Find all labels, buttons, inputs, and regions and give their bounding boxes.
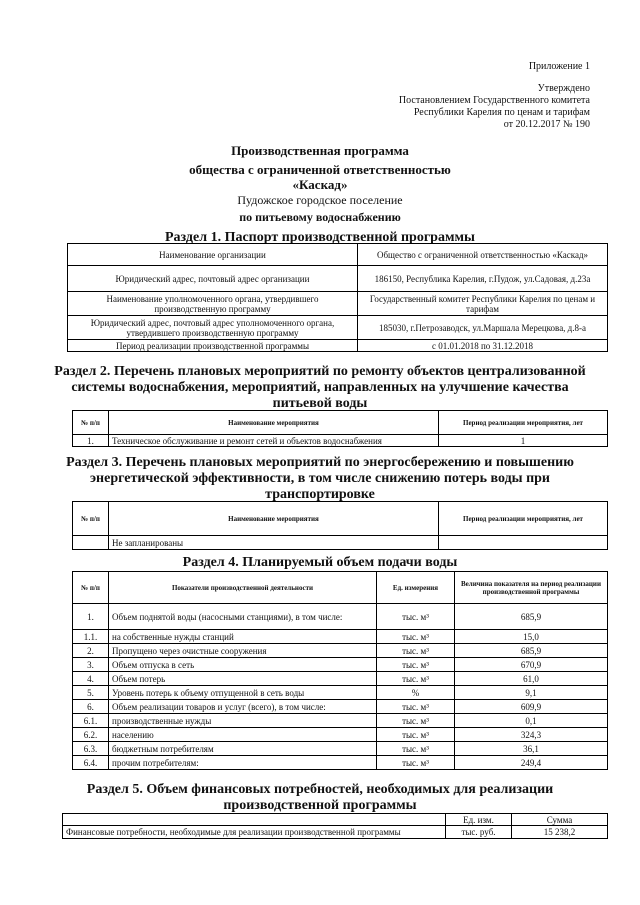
s4-value: 0,1 xyxy=(455,714,608,728)
s4-value: 670,9 xyxy=(455,658,608,672)
approved-label: Утверждено xyxy=(537,83,590,94)
s4-value: 324,3 xyxy=(455,728,608,742)
section5-heading-1: Раздел 5. Объем финансовых потребностей, необходимых для реализации xyxy=(86,782,554,797)
table-row xyxy=(68,292,608,316)
table-row xyxy=(73,411,608,435)
s4-name: на собственные нужды станций xyxy=(109,630,377,644)
s4-name: Объем поднятой воды (насосными станциями), в том числе: xyxy=(109,604,377,630)
section3-heading-3: транспортировке xyxy=(265,487,375,502)
section3-table xyxy=(72,501,608,550)
section4-heading: Раздел 4. Планируемый объем подачи воды xyxy=(182,555,458,570)
decree-line-3: от 20.12.2017 № 190 xyxy=(503,119,590,130)
s1-value: 186150, Республика Карелия, г.Пудож, ул.Садовая, д.23а xyxy=(358,266,608,292)
s4-unit: тыс. м³ xyxy=(377,630,455,644)
s4-num: 6. xyxy=(73,700,109,714)
table-row xyxy=(73,630,608,644)
s4-num: 2. xyxy=(73,644,109,658)
s4-value: 36,1 xyxy=(455,742,608,756)
s1-value: с 01.01.2018 по 31.12.2018 xyxy=(358,340,608,352)
decree-line-2: Республики Карелия по ценам и тарифам xyxy=(413,107,590,118)
s3-col-name: Наименование мероприятия xyxy=(109,502,439,536)
s4-num: 3. xyxy=(73,658,109,672)
s2-period: 1 xyxy=(439,435,608,447)
s2-col-num: № п/п xyxy=(73,411,109,435)
table-row xyxy=(68,266,608,292)
s5-col-unit: Ед. изм. xyxy=(446,814,512,826)
s5-col-sum: Сумма xyxy=(512,814,608,826)
s1-value: Общество с ограниченной ответственностью «Каскад» xyxy=(358,244,608,266)
section5-table xyxy=(62,813,608,839)
section1-heading: Раздел 1. Паспорт производственной программы xyxy=(165,230,475,245)
s4-unit: тыс. м³ xyxy=(377,742,455,756)
table-row xyxy=(73,536,608,550)
table-row xyxy=(73,435,608,447)
table-row xyxy=(73,742,608,756)
s4-num: 1. xyxy=(73,604,109,630)
table-row xyxy=(73,756,608,770)
s4-name: Объем потерь xyxy=(109,672,377,686)
s4-value: 249,4 xyxy=(455,756,608,770)
s1-value: 185030, г.Петрозаводск, ул.Маршала Мерецкова, д.8-а xyxy=(358,316,608,340)
s1-value: Государственный комитет Республики Карелия по ценам и тарифам xyxy=(358,292,608,316)
s4-value: 61,0 xyxy=(455,672,608,686)
table-row xyxy=(63,814,608,826)
s4-unit: % xyxy=(377,686,455,700)
title-line-4: Пудожское городское поселение xyxy=(237,193,403,207)
s4-name: Пропущено через очистные сооружения xyxy=(109,644,377,658)
s4-value: 609,9 xyxy=(455,700,608,714)
s4-num: 6.1. xyxy=(73,714,109,728)
table-row xyxy=(68,340,608,352)
table-row xyxy=(73,644,608,658)
s1-label: Юридический адрес, почтовый адрес уполномоченного органа, утвердившего производственную программу xyxy=(68,316,358,340)
section1-table xyxy=(67,243,608,352)
title-line-5: по питьевому водоснабжению xyxy=(239,210,401,224)
title-line-2: общества с ограниченной ответственностью xyxy=(189,162,451,177)
s1-label: Наименование уполномоченного органа, утвердившего производственную программу xyxy=(68,292,358,316)
section2-heading-3: питьевой воды xyxy=(272,396,368,411)
s3-row-text: Не запланированы xyxy=(109,536,439,550)
appendix-label: Приложение 1 xyxy=(528,61,590,72)
s4-unit: тыс. м³ xyxy=(377,714,455,728)
s5-row-sum: 15 238,2 xyxy=(512,826,608,839)
s4-name: бюджетным потребителям xyxy=(109,742,377,756)
section2-heading-1: Раздел 2. Перечень плановых мероприятий по ремонту объектов централизованной xyxy=(54,364,586,379)
table-row xyxy=(73,572,608,604)
s2-col-period: Период реализации мероприятия, лет xyxy=(439,411,608,435)
s4-name: Объем реализации товаров и услуг (всего), в том числе: xyxy=(109,700,377,714)
s4-value: 15,0 xyxy=(455,630,608,644)
table-row xyxy=(68,244,608,266)
s5-row-unit: тыс. руб. xyxy=(446,826,512,839)
s5-row-label: Финансовые потребности, необходимые для реализации производственной программы xyxy=(63,826,446,839)
table-row xyxy=(73,502,608,536)
table-row xyxy=(73,714,608,728)
section5-heading-2: производственной программы xyxy=(223,798,417,813)
s4-num: 1.1. xyxy=(73,630,109,644)
section4-table xyxy=(72,571,608,770)
s4-unit: тыс. м³ xyxy=(377,700,455,714)
s4-value: 685,9 xyxy=(455,644,608,658)
s4-value: 685,9 xyxy=(455,604,608,630)
s4-num: 6.4. xyxy=(73,756,109,770)
s4-num: 6.2. xyxy=(73,728,109,742)
s4-unit: тыс. м³ xyxy=(377,644,455,658)
s3-col-num: № п/п xyxy=(73,502,109,536)
s1-label: Период реализации производственной программы xyxy=(68,340,358,352)
s3-col-period: Период реализации мероприятия, лет xyxy=(439,502,608,536)
s4-unit: тыс. м³ xyxy=(377,756,455,770)
table-row xyxy=(73,686,608,700)
section3-heading-1: Раздел 3. Перечень плановых мероприятий по энергосбережению и повышению xyxy=(66,455,574,470)
s4-name: производственные нужды xyxy=(109,714,377,728)
s2-name: Техническое обслуживание и ремонт сетей и объектов водоснабжения xyxy=(109,435,439,447)
s1-label: Наименование организации xyxy=(68,244,358,266)
s2-col-name: Наименование мероприятия xyxy=(109,411,439,435)
section2-table xyxy=(72,410,608,447)
s4-col-name: Показатели производственной деятельности xyxy=(109,572,377,604)
s4-num: 5. xyxy=(73,686,109,700)
table-row xyxy=(73,728,608,742)
section3-heading-2: энергетической эффективности, в том числе снижению потерь воды при xyxy=(89,471,551,486)
s4-name: населению xyxy=(109,728,377,742)
s4-value: 9,1 xyxy=(455,686,608,700)
s2-num: 1. xyxy=(73,435,109,447)
title-line-3: «Каскад» xyxy=(292,177,348,192)
s4-unit: тыс. м³ xyxy=(377,728,455,742)
s4-unit: тыс. м³ xyxy=(377,604,455,630)
s4-num: 4. xyxy=(73,672,109,686)
s4-unit: тыс. м³ xyxy=(377,658,455,672)
s4-col-value: Величина показателя на период реализации производственной программы xyxy=(455,572,608,604)
table-row xyxy=(73,604,608,630)
s4-unit: тыс. м³ xyxy=(377,672,455,686)
s4-name: Уровень потерь к объему отпущенной в сеть воды xyxy=(109,686,377,700)
table-row xyxy=(63,826,608,839)
table-row xyxy=(73,700,608,714)
s4-col-unit: Ед. измерения xyxy=(377,572,455,604)
s1-label: Юридический адрес, почтовый адрес организации xyxy=(68,266,358,292)
decree-line-1: Постановлением Государственного комитета xyxy=(398,95,590,106)
s4-name: прочим потребителям: xyxy=(109,756,377,770)
table-row xyxy=(73,658,608,672)
table-row xyxy=(73,672,608,686)
s4-name: Объем отпуска в сеть xyxy=(109,658,377,672)
table-row xyxy=(68,316,608,340)
s4-num: 6.3. xyxy=(73,742,109,756)
section2-heading-2: системы водоснабжения, мероприятий, направленных на улучшение качества xyxy=(71,380,569,395)
title-line-1: Производственная программа xyxy=(231,143,409,158)
s4-col-num: № п/п xyxy=(73,572,109,604)
